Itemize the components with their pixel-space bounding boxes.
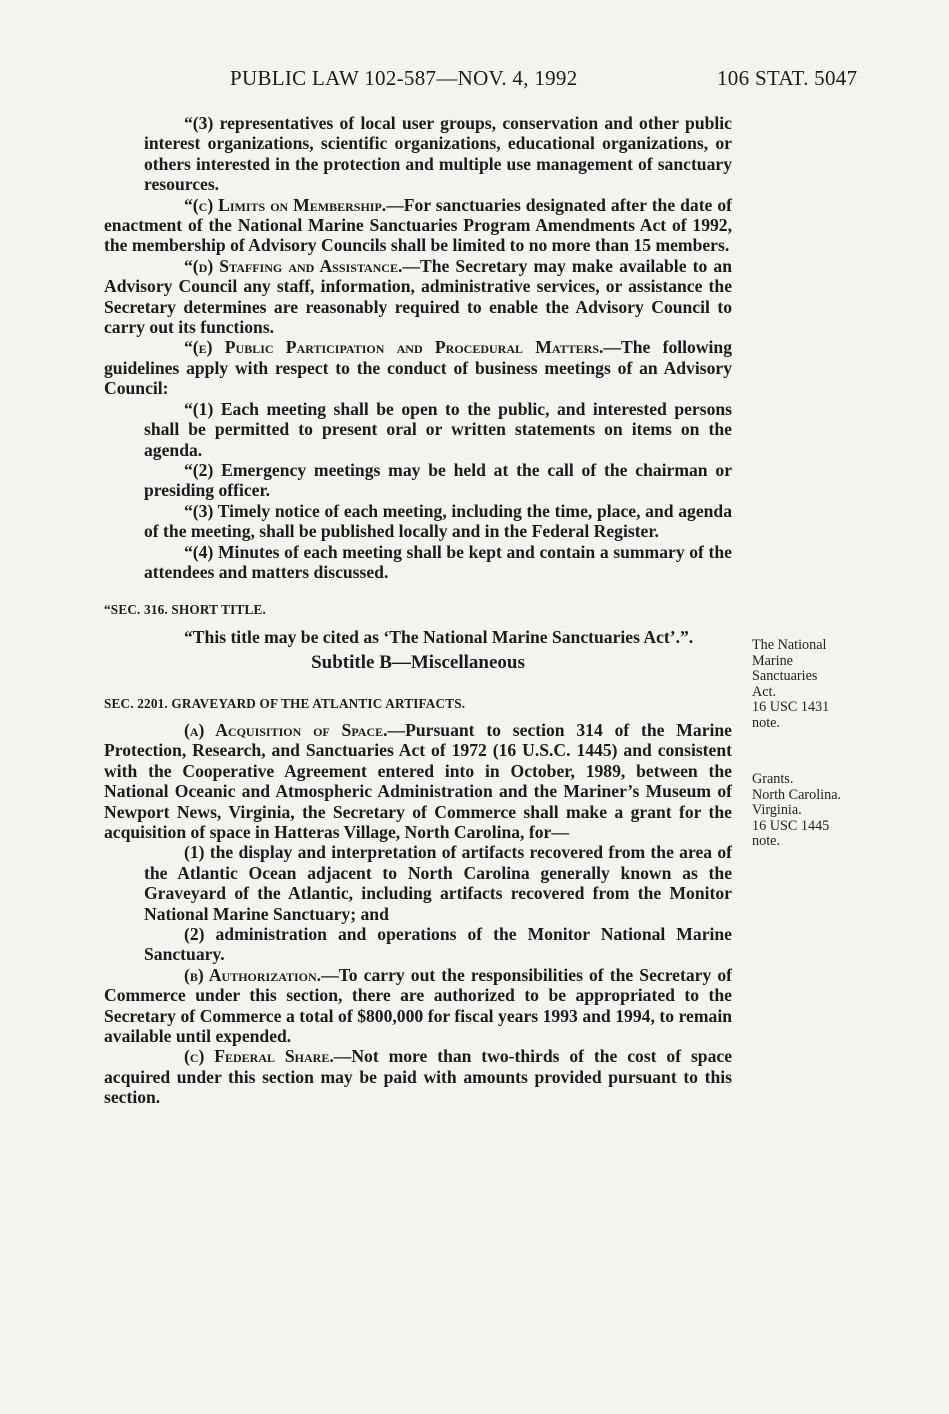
paragraph-e2: “(2) Emergency meetings may be held at the call of the chairman or presiding officer. (144, 459, 732, 501)
paragraph-a1: (1) the display and interpretation of artifacts recovered from the area of the Atlantic Ocean adjacent to North Carolina generally known as the Graveyard of the Atlantic, including artifacts recovered from the Monitor National Marine Sanctuary; and (144, 842, 732, 924)
margin-note-line: Sanctuaries (752, 668, 818, 685)
statute-page-number: 106 STAT. 5047 (717, 66, 858, 90)
subsection-e-text: —The following guidelines apply with respect to the conduct of business meetings of an Advisory Council: (104, 337, 732, 399)
subsection-c-heading: “(c) Limits on Membership. (184, 194, 387, 215)
margin-note-line: note. (752, 714, 780, 731)
margin-note-line: 16 USC 1445 (752, 817, 830, 834)
margin-note-line: Marine (752, 652, 793, 669)
subsection-cc-text: —Not more than two-thirds of the cost of space acquired under this section may be paid with amounts provided pursuant to this section. (104, 1046, 732, 1108)
spacer (104, 582, 732, 600)
subsection-d-staffing (104, 256, 732, 338)
section-2201-heading: SEC. 2201. GRAVEYARD OF THE ATLANTIC ARTIFACTS. (104, 695, 466, 711)
margin-note-line: Grants. (752, 771, 794, 787)
subsection-c-text: —For sanctuaries designated after the date of enactment of the National Marine Sanctuaries Program Amendments Act of 1992, the membership of Advisory Councils shall be limited to no more than 15 members. (104, 194, 732, 256)
main-text-column (104, 113, 732, 1108)
running-head-title: PUBLIC LAW 102-587—NOV. 4, 1992 (230, 66, 578, 90)
spacer (104, 674, 732, 694)
subsection-a-text: —Pursuant to section 314 of the Marine Protection, Research, and Sanctuaries Act of 1972 (16 U.S.C. 1445) and consistent with the Cooperative Agreement entered into in October, 1989, between the National Oceanic and Atmospheric Administration and the Mariner’s Museum of Newport News, Virginia, the Secretary of Commerce shall make a grant for the acquisition of space in Hatteras Village, North Carolina, for— (104, 719, 732, 842)
section-316-heading: “SEC. 316. SHORT TITLE. (104, 602, 266, 618)
margin-note-line: Virginia. (752, 802, 802, 819)
margin-note-line: Act. (752, 683, 777, 700)
margin-note-line: 16 USC 1431 (752, 699, 830, 716)
paragraph-e3: “(3) Timely notice of each meeting, including the time, place, and agenda of the meeting, shall be published locally and in the Federal Register. (144, 500, 732, 542)
margin-note-line: The National (752, 637, 827, 653)
paragraph-a2: (2) administration and operations of the Monitor National Marine Sanctuary. (144, 924, 732, 965)
subsection-e-public-participation (104, 337, 732, 398)
paragraph-e4: “(4) Minutes of each meeting shall be kept and contain a summary of the attendees and matters discussed. (144, 541, 732, 582)
subsection-b-heading: (b) Authorization. (184, 964, 322, 985)
running-head (0, 66, 949, 92)
subsection-c-limits-on-membership (104, 195, 732, 256)
subsection-c-federal-share (104, 1046, 732, 1107)
subsection-a-acquisition (104, 720, 732, 842)
subsection-d-heading: “(d) Staffing and Assistance. (184, 255, 403, 276)
subsection-d-text: —The Secretary may make available to an Advisory Council any staff, information, administrative services, or assistance the Secretary determines are reasonably required to enable the Advisory Council to carry out its functions. (104, 255, 732, 338)
margin-note-short-title (752, 638, 912, 732)
margin-note-grants (752, 772, 912, 850)
subsection-e-heading: “(e) Public Participation and Procedural Matters. (184, 337, 604, 358)
section-316-text: “This title may be cited as ‘The National Marine Sanctuaries Act’.”. (184, 626, 694, 647)
margin-note-line: North Carolina. (752, 786, 842, 803)
subtitle-heading: Subtitle B—Miscellaneous (311, 652, 525, 674)
subsection-a-heading: (a) Acquisition of Space. (184, 719, 388, 740)
paragraph-e1: “(1) Each meeting shall be open to the public, and interested persons shall be permitted to present oral or written statements on items on the agenda. (144, 398, 732, 460)
subsection-cc-heading: (c) Federal Share. (184, 1046, 334, 1067)
paragraph-representatives: “(3) representatives of local user groups, conservation and other public interest organizations, scientific organizations, educational organizations, or others interested in the protection and multiple use management of sanctuary resources. (144, 113, 732, 195)
margin-note-line: note. (752, 833, 780, 850)
subsection-b-text: —To carry out the responsibilities of the Secretary of Commerce under this section, there are authorized to be appropriated to the Secretary of Commerce a total of $800,000 for fiscal years 1993 and 1994, to remain available until expended. (104, 964, 732, 1047)
subsection-b-authorization (104, 965, 732, 1047)
